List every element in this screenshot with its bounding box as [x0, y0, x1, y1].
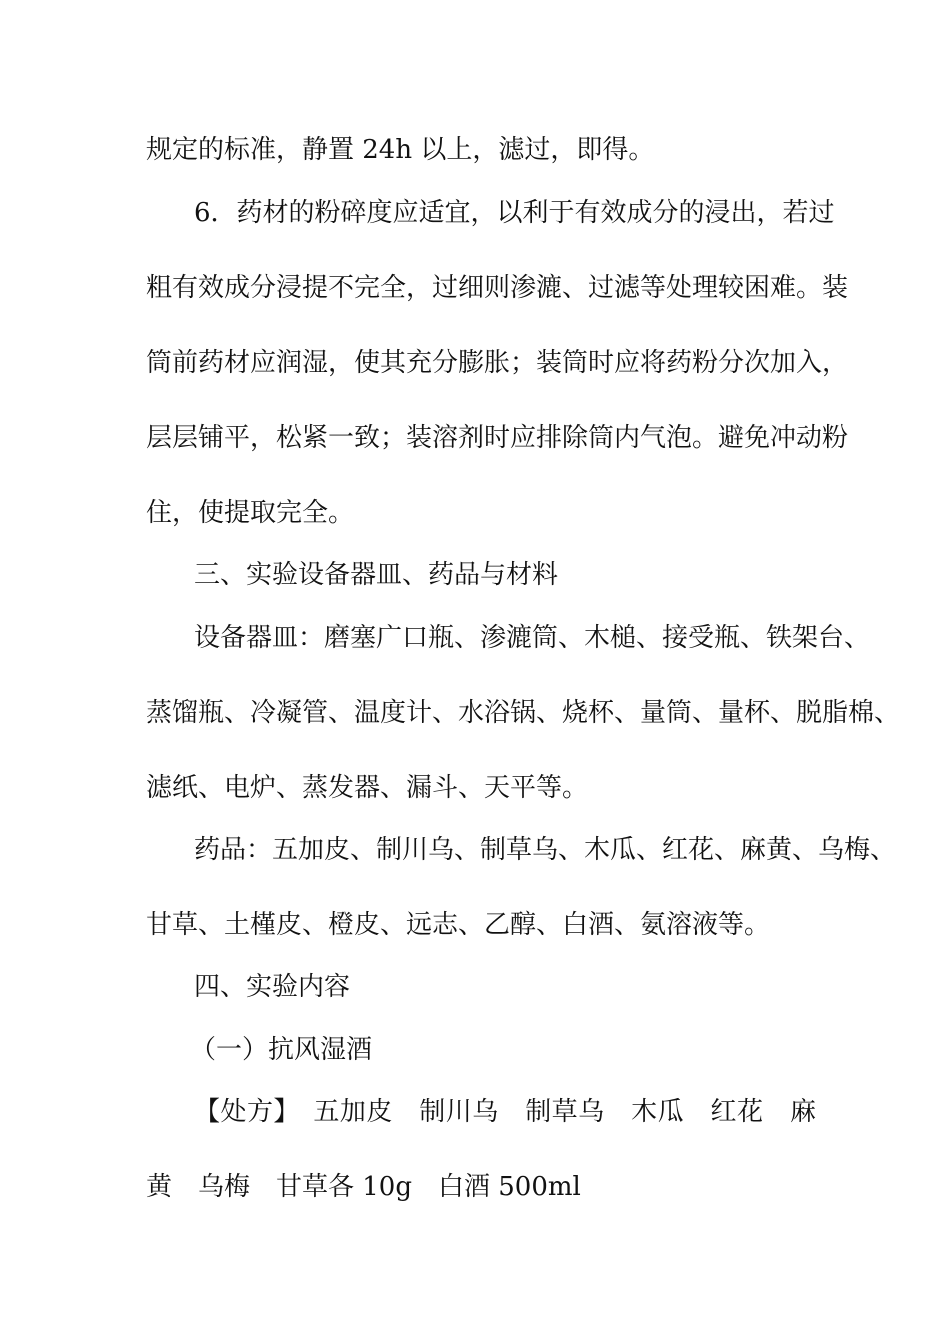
text-line-prescription-1: 【处方】 五加皮 制川乌 制草乌 木瓜 红花 麻	[194, 1097, 816, 1127]
text-line-equipment-2: 蒸馏瓶、冷凝管、温度计、水浴锅、烧杯、量筒、量杯、脱脂棉、	[146, 698, 901, 728]
text-line-3: 粗有效成分浸提不完全，过细则渗漉、过滤等处理较困难。装	[146, 273, 849, 303]
text-line-5: 层层铺平，松紧一致；装溶剂时应排除筒内气泡。避免冲动粉	[146, 423, 849, 453]
text-line-equipment-1: 设备器皿：磨塞广口瓶、渗漉筒、木槌、接受瓶、铁架台、	[194, 623, 871, 653]
section-heading-content: 四、实验内容	[194, 972, 351, 1002]
text-line-4: 筒前药材应润湿，使其充分膨胀；装筒时应将药粉分次加入，	[146, 348, 849, 378]
subsection-heading-wine: （一）抗风湿酒	[190, 1035, 373, 1065]
text-line-drugs-1: 药品：五加皮、制川乌、制草乌、木瓜、红花、麻黄、乌梅、	[194, 835, 897, 865]
section-heading-equipment: 三、实验设备器皿、药品与材料	[194, 560, 559, 590]
text-line-1: 规定的标准，静置 24h 以上，滤过，即得。	[146, 135, 655, 165]
text-line-2: 6．药材的粉碎度应适宜，以利于有效成分的浸出，若过	[194, 198, 835, 228]
text-line-6: 住，使提取完全。	[146, 498, 355, 528]
text-line-drugs-2: 甘草、土槿皮、橙皮、远志、乙醇、白酒、氨溶液等。	[146, 910, 771, 940]
text-line-prescription-2: 黄 乌梅 甘草各 10g 白酒 500ml	[146, 1172, 581, 1202]
text-line-equipment-3: 滤纸、电炉、蒸发器、漏斗、天平等。	[146, 773, 589, 803]
